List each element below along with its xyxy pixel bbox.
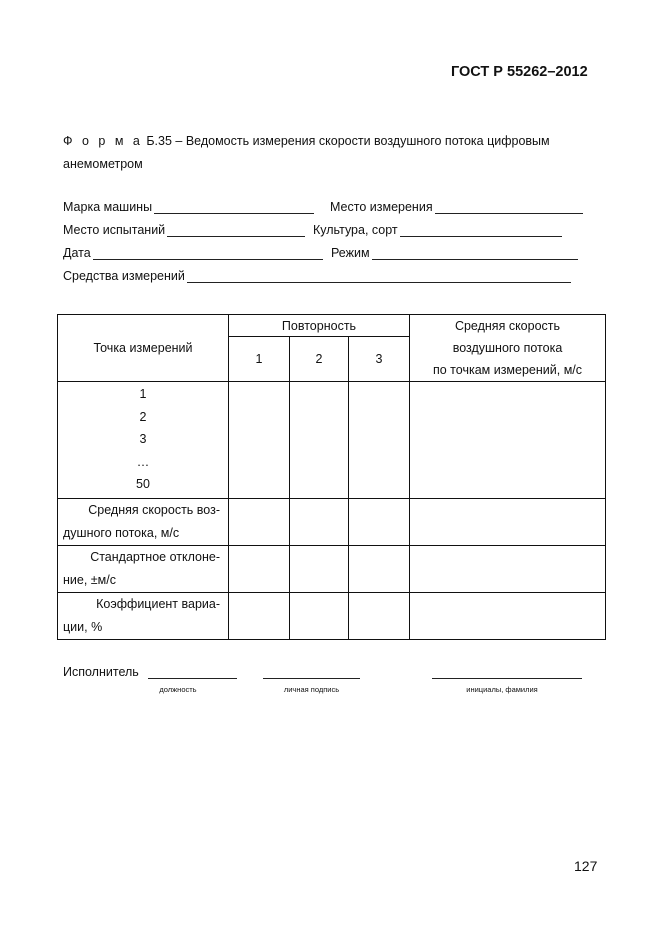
form-prefix: Ф о р м а bbox=[63, 134, 143, 148]
points-cell bbox=[58, 382, 229, 499]
signature-position-line[interactable] bbox=[148, 677, 237, 679]
point-number: 1 bbox=[139, 387, 147, 401]
value-cell[interactable] bbox=[290, 499, 349, 546]
repeat-number: 2 bbox=[290, 337, 349, 382]
caption-name: инициалы, фамилия bbox=[466, 685, 538, 694]
value-cell[interactable] bbox=[410, 546, 606, 593]
value-cell[interactable] bbox=[349, 499, 410, 546]
header-repeat: Повторность bbox=[229, 315, 410, 337]
field-blank[interactable] bbox=[154, 201, 314, 214]
field-label: Дата bbox=[63, 246, 91, 260]
value-cell[interactable] bbox=[290, 546, 349, 593]
value-cell[interactable] bbox=[410, 593, 606, 640]
field-label: Средства измерений bbox=[63, 269, 185, 283]
stat-line: ние, ±м/с bbox=[63, 573, 116, 587]
value-cell[interactable] bbox=[290, 593, 349, 640]
field-label: Режим bbox=[331, 246, 370, 260]
field-label: Марка машины bbox=[63, 200, 153, 214]
form-title bbox=[63, 130, 583, 176]
stat-std-dev bbox=[58, 546, 229, 593]
field-label: Место испытаний bbox=[63, 223, 166, 237]
caption-signature: личная подпись bbox=[283, 685, 340, 694]
stat-line: Средняя скорость воз- bbox=[88, 503, 220, 517]
value-cell[interactable] bbox=[229, 382, 290, 499]
field-blank[interactable] bbox=[400, 224, 562, 237]
field-measure-place[interactable] bbox=[330, 198, 583, 214]
signature-name-line[interactable] bbox=[432, 677, 582, 679]
stat-line: душного потока, м/с bbox=[63, 526, 180, 540]
field-machine-brand[interactable] bbox=[63, 198, 314, 214]
page-number: 127 bbox=[574, 858, 598, 874]
value-cell[interactable] bbox=[229, 546, 290, 593]
field-blank[interactable] bbox=[372, 247, 578, 260]
field-label: Культура, сорт bbox=[313, 223, 398, 237]
stat-line: Стандартное отклоне- bbox=[90, 550, 220, 564]
value-cell[interactable] bbox=[229, 499, 290, 546]
field-blank[interactable] bbox=[167, 224, 305, 237]
form-title-text: Б.35 – Ведомость измерения скорости воздушного потока цифровым анемометром bbox=[63, 134, 550, 171]
caption-position: должность bbox=[159, 685, 197, 694]
stat-line: ции, % bbox=[63, 620, 103, 634]
value-cell[interactable] bbox=[349, 593, 410, 640]
stat-avg-speed bbox=[58, 499, 229, 546]
field-blank[interactable] bbox=[93, 247, 323, 260]
field-instruments[interactable] bbox=[63, 267, 571, 283]
point-number: 50 bbox=[136, 477, 150, 491]
header-avg-line: по точкам измерений, м/с bbox=[432, 363, 583, 377]
header-avg-speed bbox=[410, 315, 606, 382]
repeat-number: 3 bbox=[349, 337, 410, 382]
signature-sign-line[interactable] bbox=[263, 677, 360, 679]
field-test-place[interactable] bbox=[63, 221, 305, 237]
value-cell[interactable] bbox=[349, 382, 410, 499]
value-cell[interactable] bbox=[349, 546, 410, 593]
measurement-table bbox=[57, 314, 606, 640]
field-crop-variety[interactable] bbox=[313, 221, 562, 237]
stat-variation bbox=[58, 593, 229, 640]
repeat-number: 1 bbox=[229, 337, 290, 382]
signature-label: Исполнитель bbox=[63, 665, 139, 679]
field-mode[interactable] bbox=[331, 244, 578, 260]
field-blank[interactable] bbox=[187, 270, 571, 283]
point-number: 2 bbox=[139, 409, 147, 424]
stat-line: Коэффициент вариа- bbox=[96, 597, 220, 611]
field-label: Место измерения bbox=[330, 200, 433, 214]
value-cell[interactable] bbox=[229, 593, 290, 640]
header-avg-line: воздушного потока bbox=[452, 341, 563, 355]
field-date[interactable] bbox=[63, 244, 323, 260]
field-blank[interactable] bbox=[435, 201, 583, 214]
point-ellipsis: … bbox=[136, 454, 150, 469]
point-number: 3 bbox=[139, 432, 147, 446]
value-cell[interactable] bbox=[290, 382, 349, 499]
value-cell[interactable] bbox=[410, 499, 606, 546]
header-avg-line: Средняя скорость bbox=[454, 319, 561, 333]
value-cell[interactable] bbox=[410, 382, 606, 499]
header-point: Точка измерений bbox=[58, 315, 229, 382]
standard-number: ГОСТ Р 55262–2012 bbox=[451, 64, 588, 80]
